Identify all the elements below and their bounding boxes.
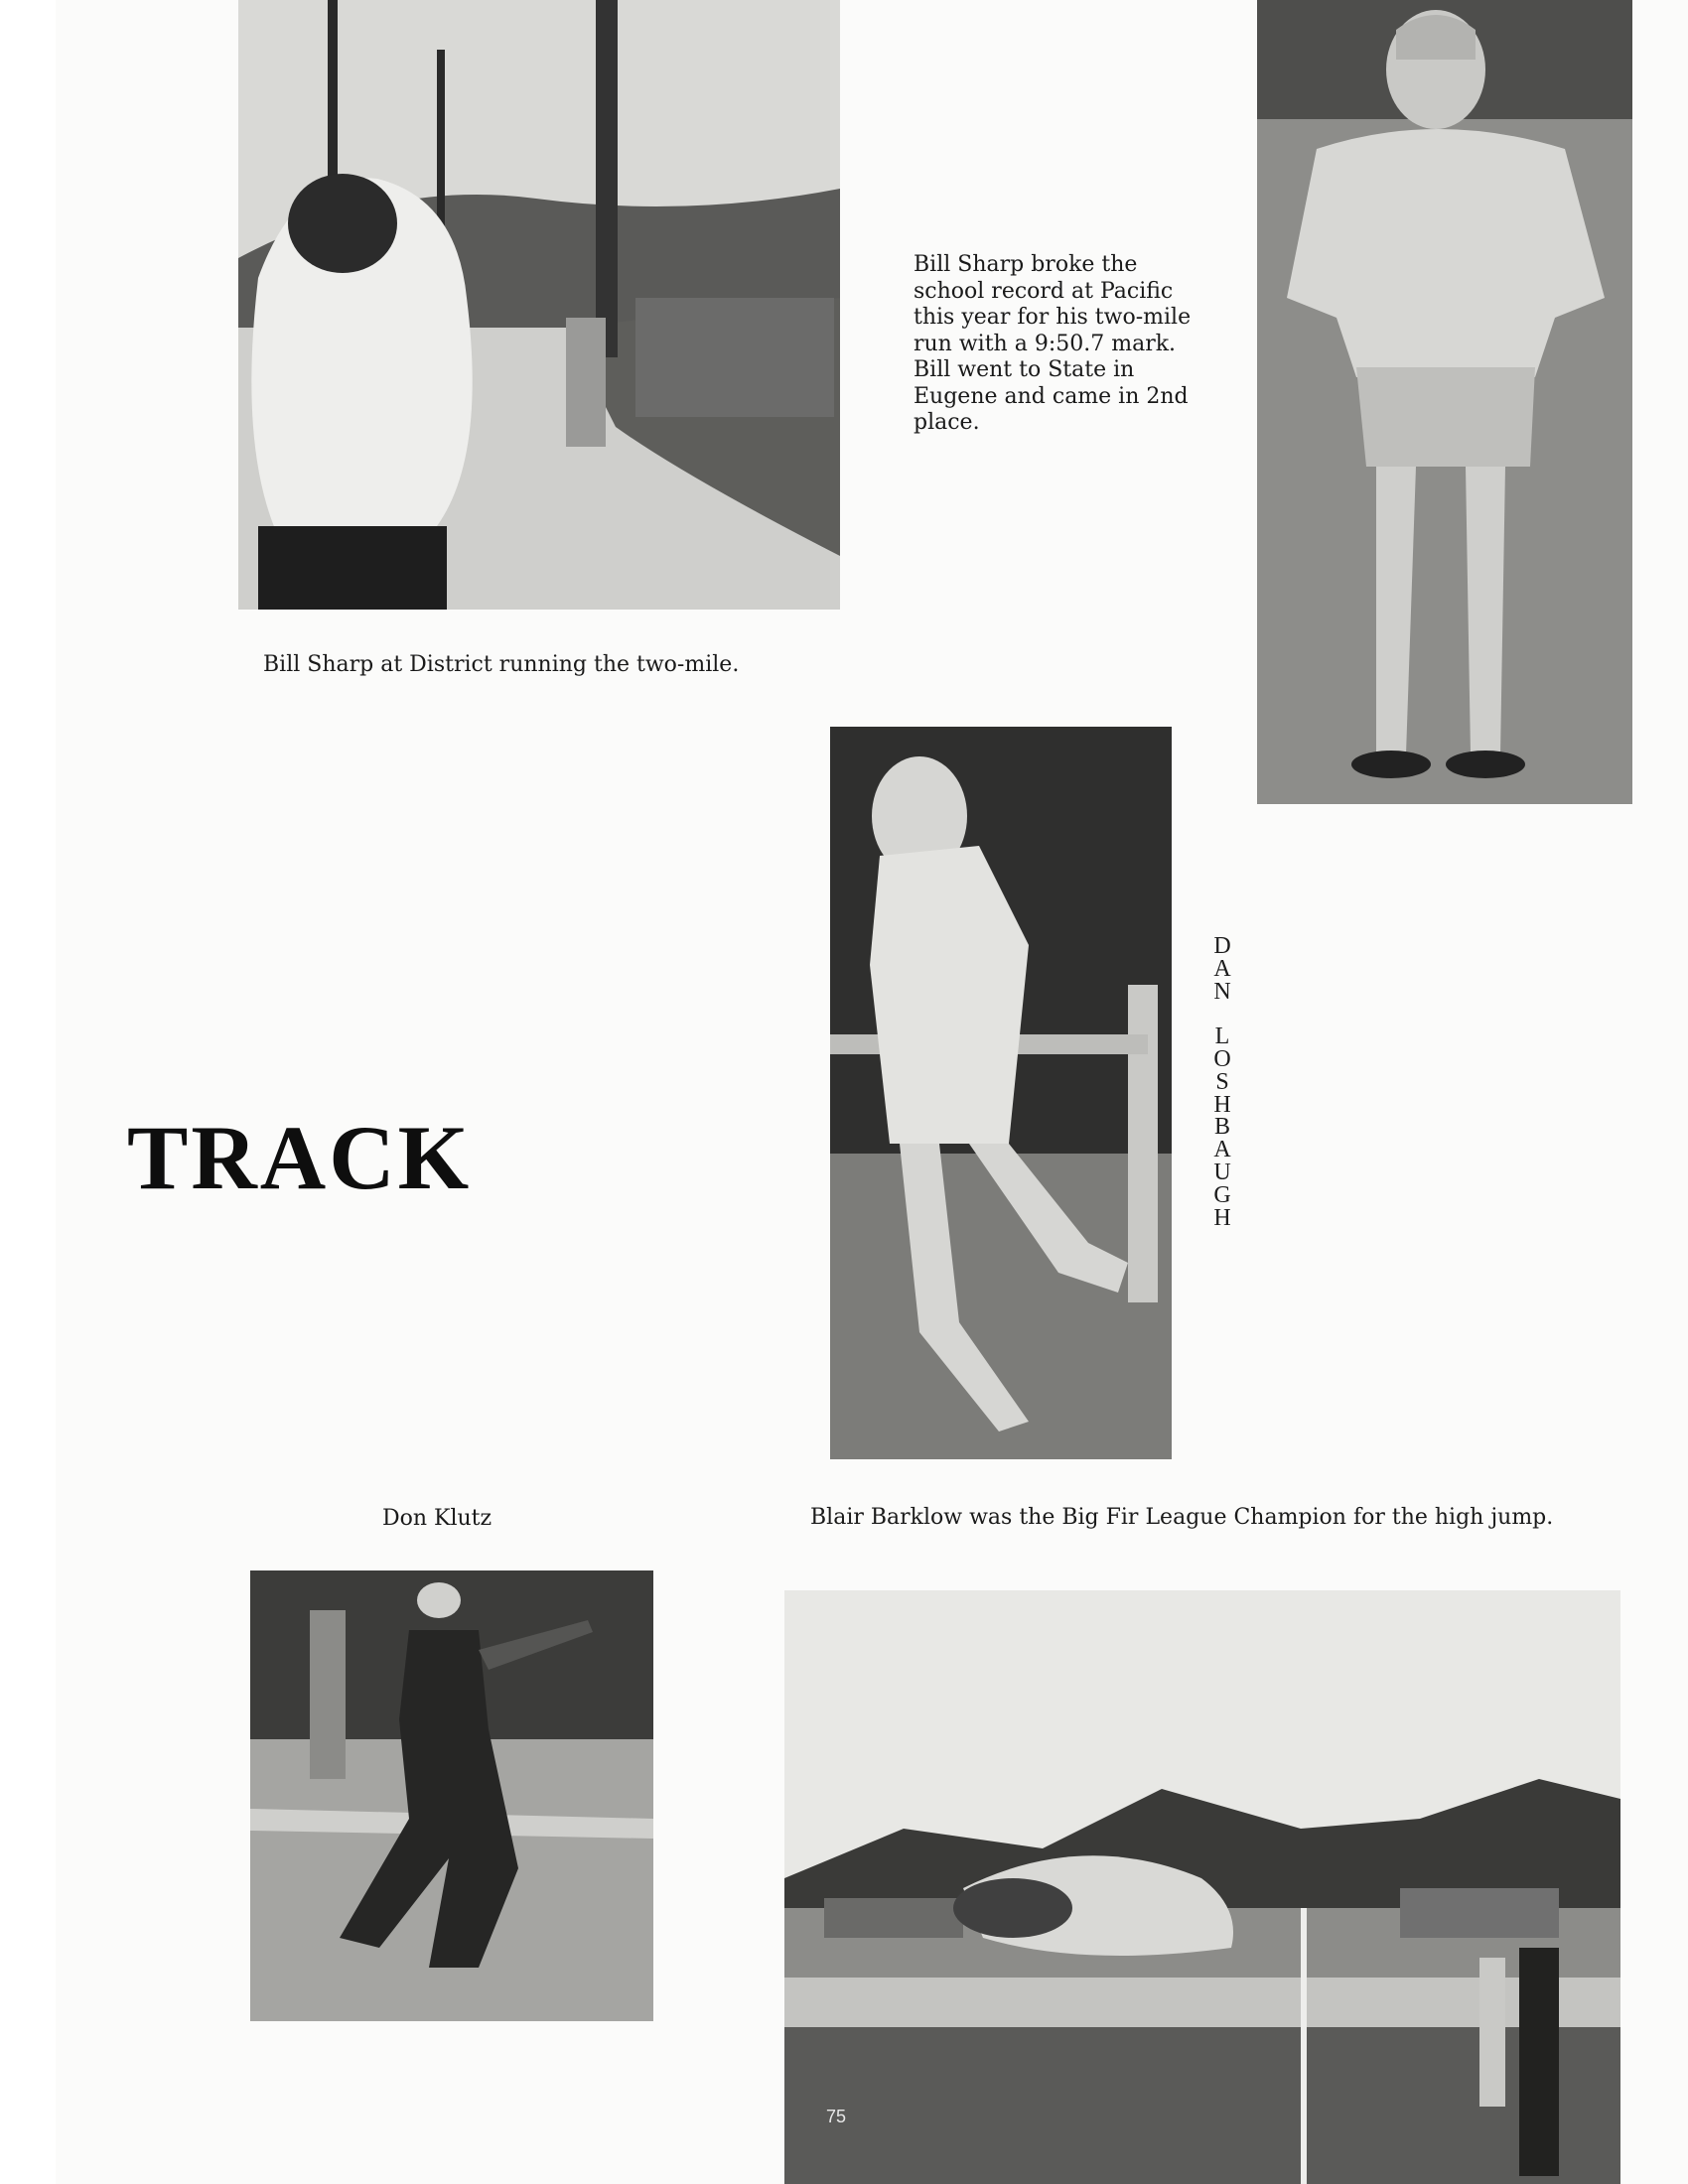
caption-letter: B	[1213, 1114, 1230, 1141]
caption-letter: D	[1213, 933, 1231, 959]
caption-letter: H	[1213, 1204, 1231, 1231]
caption-dan-loshbaugh	[1207, 935, 1237, 1229]
photo-bill-sharp-district	[238, 0, 840, 610]
caption-don-klutz: Don Klutz	[382, 1506, 492, 1531]
photo-don-klutz	[250, 1570, 653, 2021]
photo-blair-barklow-high-jump	[784, 1590, 1620, 2184]
caption-letter	[1207, 1003, 1237, 1025]
caption-letter: O	[1213, 1045, 1231, 1072]
caption-letter: G	[1213, 1181, 1231, 1208]
caption-bill-sharp-record: Bill Sharp broke the school record at Pacific this year for his two-mile run with a 9:50.7 mark. Bill went to State in Eugene and came in 2nd place.	[914, 252, 1192, 435]
caption-letter: H	[1213, 1091, 1231, 1118]
page-title: TRACK	[127, 1106, 473, 1208]
caption-letter: N	[1213, 978, 1231, 1005]
caption-blair-barklow: Blair Barklow was the Big Fir League Champion for the high jump.	[810, 1505, 1554, 1530]
caption-letter: S	[1215, 1068, 1229, 1095]
caption-letter: A	[1213, 955, 1231, 982]
caption-letter: L	[1214, 1024, 1230, 1050]
caption-letter: U	[1213, 1159, 1231, 1185]
photo-bill-sharp-standing	[1257, 0, 1632, 804]
caption-bill-sharp-district: Bill Sharp at District running the two-mile.	[263, 652, 740, 677]
caption-letter: A	[1213, 1137, 1231, 1163]
photo-dan-loshbaugh	[830, 727, 1172, 1459]
page-number: 75	[826, 2107, 847, 2126]
